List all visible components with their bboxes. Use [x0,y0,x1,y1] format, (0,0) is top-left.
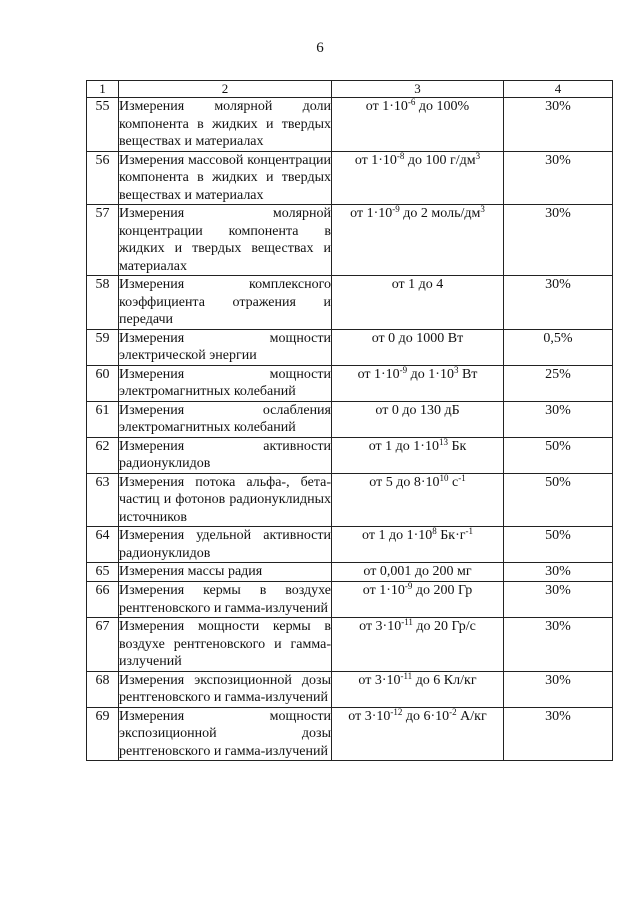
measurement-description: Измерения кермы в воздухе рентгеновского и гамма-излучений [119,583,331,616]
range-exponent: -11 [401,617,413,627]
range-exponent: -2 [449,706,457,717]
measurement-description: Измерения молярной доли компонента в жидких и твердых веществах и материалах [119,99,331,149]
measurement-description: Измерения комплексного коэффициента отражения и передачи [119,277,331,327]
range-text: до 6·10 [402,708,450,724]
table-row [87,671,613,707]
measurement-error: 30% [504,582,613,618]
measurement-range [332,329,504,365]
range-text: от 1·10 [362,583,405,598]
row-number: 66 [87,582,119,618]
measurement-error: 0,5% [504,329,613,365]
range-exponent: -12 [390,706,403,717]
table-row [87,401,613,437]
range-text: от 0 до 1000 Вт [371,330,464,346]
measurements-table [86,80,613,761]
range-text: А/кг [456,708,487,724]
measurement-error: 30% [504,707,613,761]
range-text: от 3·10 [359,619,402,634]
range-exponent: -9 [404,581,413,591]
measurement-error: 30% [504,671,613,707]
header-col-1: 1 [87,81,119,98]
range-text: от 3·10 [348,708,391,724]
measurement-description: Измерения потока альфа-, бета-частиц и фотонов радионуклидных источников [119,474,331,525]
range-text: до 100% [415,99,470,114]
table-row [87,527,613,563]
measurement-error: 30% [504,205,613,276]
table-row [87,205,613,276]
range-text: Вт [458,366,478,382]
range-text: от 1·10 [350,206,393,221]
range-text: от 1·10 [354,152,397,168]
table-row [87,365,613,401]
row-number: 67 [87,618,119,672]
range-exponent: 3 [475,150,481,161]
measurement-description: Измерения массы радия [119,563,332,582]
row-number: 64 [87,527,119,563]
row-number: 65 [87,563,119,582]
range-exponent: -1 [465,526,473,536]
measurement-range [332,707,504,761]
measurement-range [332,582,504,618]
row-number: 68 [87,671,119,707]
range-exponent: -1 [458,472,466,483]
measurement-description: Измерения мощности кермы в воздухе рентгеновского и гамма-излучений [119,619,331,669]
measurement-range [332,473,504,527]
measurement-range [332,527,504,563]
range-text: от 1·10 [357,366,400,382]
table-row [87,98,613,152]
range-text: Бк [447,438,467,454]
measurement-description: Измерения молярной концентрации компонента в жидких и твердых веществах и материалах [119,206,331,274]
range-text: от 0,001 до 200 мг [363,564,472,579]
range-text: от 5 до 8·10 [369,474,440,490]
table-row [87,582,613,618]
range-exponent: -9 [392,204,400,214]
measurement-error: 30% [504,618,613,672]
table-header-row [87,81,613,98]
measurement-range [332,151,504,205]
page-number: 6 [316,40,324,56]
measurement-range [332,618,504,672]
row-number: 56 [87,151,119,205]
range-text: от 3·10 [358,672,401,688]
table-row [87,618,613,672]
row-number: 57 [87,205,119,276]
range-exponent: -11 [400,670,413,681]
measurement-range [332,671,504,707]
measurement-range [332,98,504,152]
row-number: 63 [87,473,119,527]
measurement-description: Измерения мощности экспозиционной дозы рентгеновского и гамма-излучений [119,708,331,759]
range-text: от 1 до 1·10 [362,528,433,543]
row-number: 61 [87,401,119,437]
table-row [87,563,613,582]
range-text: от 1 до 1·10 [368,438,439,454]
header-col-2: 2 [119,81,332,98]
measurement-error: 30% [504,563,613,582]
measurement-description: Измерения мощности электрической энергии [119,330,331,363]
measurement-error: 30% [504,98,613,152]
table-row [87,707,613,761]
range-text: до 200 Гр [412,583,473,598]
row-number: 55 [87,98,119,152]
range-text: от 1·10 [365,99,408,114]
range-exponent: 13 [438,436,448,447]
range-text: до 2 моль/дм [399,206,481,221]
measurement-range [332,401,504,437]
measurement-description: Измерения мощности электромагнитных колебаний [119,366,331,399]
row-number: 58 [87,276,119,330]
measurement-description: Измерения активности радионуклидов [119,438,331,471]
measurement-range [332,563,504,582]
range-exponent: -8 [396,150,405,161]
measurement-error: 30% [504,401,613,437]
header-col-3: 3 [332,81,504,98]
range-text: до 100 г/дм [404,152,476,168]
measurement-range [332,437,504,473]
measurement-description: Измерения экспозиционной дозы рентгеновского и гамма-излучений [119,672,331,705]
row-number: 60 [87,365,119,401]
measurement-error: 50% [504,527,613,563]
measurement-error: 25% [504,365,613,401]
range-text: от 1 до 4 [391,277,444,292]
range-text: с [448,474,459,490]
table-row [87,276,613,330]
range-text: до 20 Гр/с [412,619,476,634]
range-exponent: 10 [439,472,449,483]
table-row [87,473,613,527]
range-exponent: -6 [407,97,416,107]
row-number: 62 [87,437,119,473]
measurement-error: 50% [504,473,613,527]
measurement-error: 50% [504,437,613,473]
measurement-range [332,205,504,276]
table-row [87,329,613,365]
row-number: 59 [87,329,119,365]
measurement-description: Измерения ослабления электромагнитных колебаний [119,402,331,435]
range-exponent: 3 [480,204,485,214]
header-col-4: 4 [504,81,613,98]
measurement-error: 30% [504,151,613,205]
range-text: Бк·г [436,528,466,543]
range-text: до 6 Кл/кг [412,672,477,688]
range-exponent: 8 [432,526,437,536]
measurement-range [332,365,504,401]
row-number: 69 [87,707,119,761]
table-row [87,437,613,473]
measurement-description: Измерения массовой концентрации компонента в жидких и твердых веществах и материалах [119,152,331,203]
table-row [87,151,613,205]
range-exponent: 3 [453,364,459,375]
range-exponent: -9 [399,364,408,375]
measurement-error: 30% [504,276,613,330]
range-text: до 1·10 [407,366,454,382]
range-text: от 0 до 130 дБ [375,402,460,418]
measurement-description: Измерения удельной активности радионуклидов [119,528,331,561]
measurement-range [332,276,504,330]
